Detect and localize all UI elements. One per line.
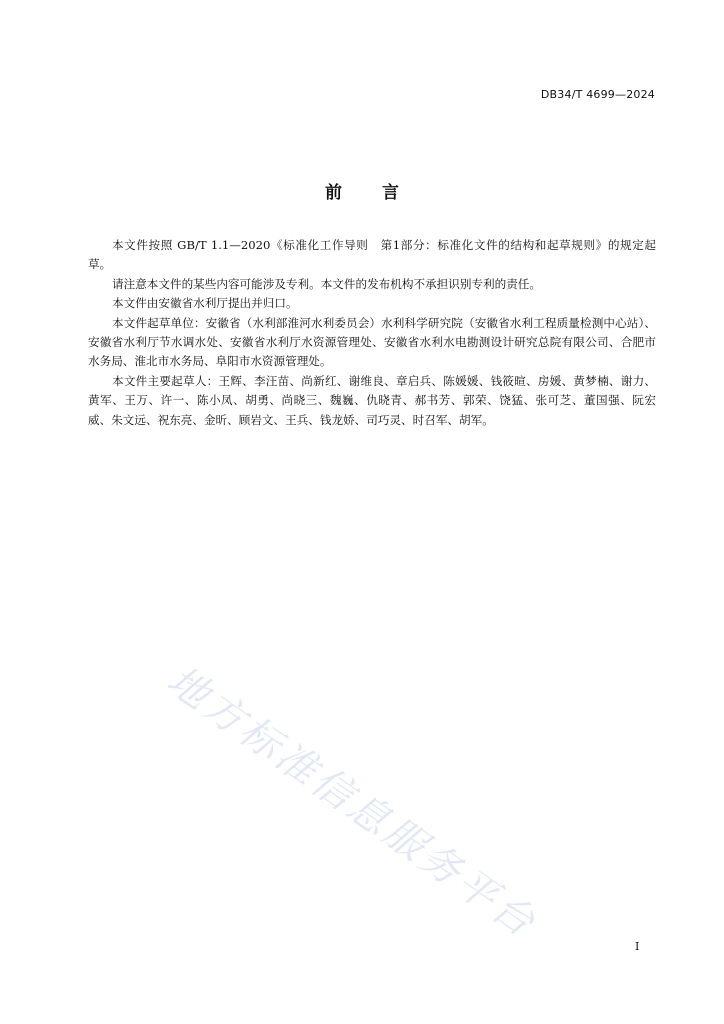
title-char-2: 言 bbox=[382, 183, 399, 203]
page-title bbox=[0, 178, 724, 203]
paragraph-patent-notice: 请注意本文件的某些内容可能涉及专利。本文件的发布机构不承担识别专利的责任。 bbox=[112, 276, 541, 291]
paragraph-drafting-units: 本文件起草单位：安徽省（水利部淮河水利委员会）水利科学研究院（安徽省水利工程质量检测中心站）、安徽省水利厅节水调水处、安徽省水利厅水资源管理处、安徽省水利水电勘测设计研究总院有限公司、合肥市水务局、淮北市水务局、阜阳市水资源管理处。 bbox=[88, 315, 656, 369]
title-char-1: 前 bbox=[325, 183, 342, 203]
paragraph-drafting-rules: 本文件按照 GB/T 1.1—2020《标准化工作导则 第1部分：标准化文件的结构和起草规则》的规定起草。 bbox=[88, 238, 656, 272]
paragraph-drafters: 本文件主要起草人：王辉、李汪苗、尚新红、谢维良、章启兵、陈媛媛、钱筱暄、房媛、黄梦楠、谢力、黄军、王万、许一、陈小凤、胡勇、尚晓三、魏巍、仇晓青、郝书芳、郭荣、饶猛、张可芝、董国强、阮宏威、朱文远、祝东亮、金昕、顾岩文、王兵、钱龙娇、司巧灵、时召军、胡军。 bbox=[88, 373, 656, 427]
page-number: I bbox=[635, 940, 640, 953]
foreword-body bbox=[88, 236, 656, 430]
watermark: 地方标准信息服务平台 bbox=[158, 657, 546, 948]
paragraph-proposer: 本文件由安徽省水利厅提出并归口。 bbox=[112, 296, 298, 311]
standard-code: DB34/T 4699—2024 bbox=[540, 88, 655, 101]
